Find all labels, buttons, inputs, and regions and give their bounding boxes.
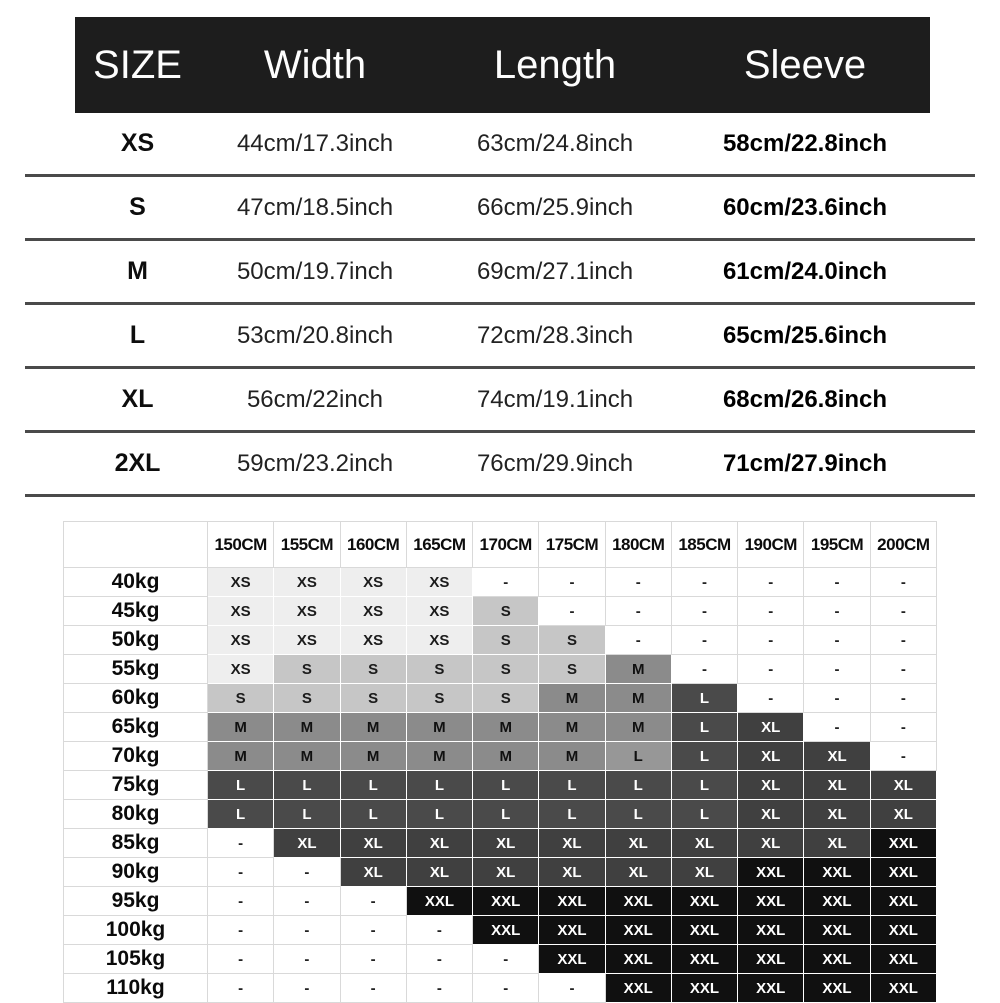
size-cell-xxl: XXL [539, 945, 605, 974]
size-cell-xxl: XXL [606, 945, 672, 974]
size-cell-xs: XS [341, 597, 407, 626]
weight-row-label: 80kg [64, 800, 208, 829]
size-cell-xxl: XXL [738, 974, 804, 1003]
size-cell-xl: XL [341, 858, 407, 887]
size-cell-empty: - [738, 597, 804, 626]
sleeve-value: 71cm/27.9inch [722, 449, 888, 477]
height-weight-fit-matrix [63, 521, 937, 1003]
size-cell-xs: XS [407, 597, 473, 626]
size-cell-xl: XL [341, 829, 407, 858]
size-cell-empty: - [274, 887, 340, 916]
size-cell-l: L [672, 800, 738, 829]
size-cell-empty: - [871, 655, 937, 684]
size-cell-empty: - [804, 713, 870, 742]
size-cell-m: M [407, 742, 473, 771]
size-cell-empty: - [606, 597, 672, 626]
size-cell-xxl: XXL [871, 858, 937, 887]
size-cell-empty: - [804, 655, 870, 684]
length-value: 66cm/25.9inch [476, 193, 634, 221]
matrix-row-45kg [64, 597, 937, 626]
size-cell-xxl: XXL [606, 974, 672, 1003]
size-cell-xxl: XXL [473, 887, 539, 916]
matrix-row-85kg [64, 829, 937, 858]
size-cell-l: L [672, 742, 738, 771]
size-cell-s: S [473, 684, 539, 713]
weight-row-label: 50kg [64, 626, 208, 655]
size-cell-m: M [274, 713, 340, 742]
size-cell-l: L [341, 771, 407, 800]
size-cell-l: L [407, 800, 473, 829]
size-label: M [127, 257, 148, 285]
size-cell-empty: - [407, 945, 473, 974]
matrix-header-row [64, 522, 937, 568]
size-cell-xxl: XXL [871, 887, 937, 916]
size-cell-l: L [473, 800, 539, 829]
size-measurement-table [25, 0, 975, 497]
size-table-header [75, 17, 930, 113]
size-cell-xl: XL [606, 829, 672, 858]
size-cell-xxl: XXL [738, 858, 804, 887]
size-cell-l: L [208, 771, 274, 800]
size-cell-s: S [539, 655, 605, 684]
size-cell-l: L [606, 771, 672, 800]
size-cell-l: L [539, 800, 605, 829]
size-cell-empty: - [341, 916, 407, 945]
size-cell-xxl: XXL [738, 887, 804, 916]
size-cell-s: S [274, 684, 340, 713]
length-value: 76cm/29.9inch [476, 449, 634, 477]
size-cell-empty: - [738, 626, 804, 655]
size-cell-xxl: XXL [407, 887, 473, 916]
size-cell-xl: XL [738, 742, 804, 771]
width-value: 53cm/20.8inch [236, 321, 394, 349]
length-value: 74cm/19.1inch [476, 385, 634, 413]
size-cell-m: M [539, 713, 605, 742]
matrix-row-105kg [64, 945, 937, 974]
sleeve-value: 68cm/26.8inch [722, 385, 888, 413]
height-column-header: 175CM [539, 522, 605, 568]
matrix-row-60kg [64, 684, 937, 713]
size-cell-xs: XS [274, 626, 340, 655]
size-cell-empty: - [208, 916, 274, 945]
size-cell-m: M [341, 742, 407, 771]
height-column-header: 160CM [341, 522, 407, 568]
size-label: XL [121, 385, 154, 413]
matrix-row-40kg [64, 568, 937, 597]
size-cell-empty: - [407, 916, 473, 945]
height-column-header: 155CM [274, 522, 340, 568]
weight-row-label: 85kg [64, 829, 208, 858]
size-cell-xl: XL [804, 742, 870, 771]
matrix-head [64, 522, 937, 568]
size-cell-xl: XL [407, 858, 473, 887]
size-cell-xl: XL [539, 858, 605, 887]
size-cell-empty: - [208, 858, 274, 887]
size-cell-xxl: XXL [804, 858, 870, 887]
size-cell-empty: - [341, 945, 407, 974]
height-column-header: 200CM [871, 522, 937, 568]
weight-row-label: 105kg [64, 945, 208, 974]
sleeve-value: 60cm/23.6inch [722, 193, 888, 221]
weight-row-label: 55kg [64, 655, 208, 684]
size-cell-l: L [606, 800, 672, 829]
height-column-header: 180CM [606, 522, 672, 568]
size-cell-xxl: XXL [473, 916, 539, 945]
sleeve-value: 61cm/24.0inch [722, 257, 888, 285]
height-column-header: 195CM [804, 522, 870, 568]
size-cell-xl: XL [804, 829, 870, 858]
size-cell-xxl: XXL [672, 916, 738, 945]
size-cell-empty: - [274, 858, 340, 887]
size-cell-xs: XS [274, 597, 340, 626]
height-column-header: 165CM [407, 522, 473, 568]
size-cell-xl: XL [871, 800, 937, 829]
size-cell-m: M [539, 684, 605, 713]
size-cell-xxl: XXL [738, 916, 804, 945]
size-cell-empty: - [341, 974, 407, 1003]
size-cell-xl: XL [804, 800, 870, 829]
size-cell-empty: - [738, 684, 804, 713]
matrix-row-50kg [64, 626, 937, 655]
size-cell-empty: - [473, 945, 539, 974]
weight-row-label: 100kg [64, 916, 208, 945]
weight-row-label: 45kg [64, 597, 208, 626]
matrix-row-65kg [64, 713, 937, 742]
size-row-xs [25, 113, 975, 177]
size-cell-xxl: XXL [871, 829, 937, 858]
size-cell-xs: XS [208, 626, 274, 655]
size-cell-s: S [473, 597, 539, 626]
size-cell-l: L [407, 771, 473, 800]
size-cell-xl: XL [672, 858, 738, 887]
matrix-row-95kg [64, 887, 937, 916]
size-cell-empty: - [871, 597, 937, 626]
size-cell-empty: - [473, 568, 539, 597]
header-width-label: Width [263, 42, 367, 87]
size-cell-xs: XS [407, 626, 473, 655]
size-cell-l: L [672, 771, 738, 800]
size-cell-m: M [473, 742, 539, 771]
size-cell-empty: - [473, 974, 539, 1003]
size-cell-xl: XL [407, 829, 473, 858]
size-cell-l: L [473, 771, 539, 800]
size-cell-l: L [672, 713, 738, 742]
size-cell-xl: XL [804, 771, 870, 800]
size-cell-empty: - [274, 945, 340, 974]
size-cell-xl: XL [672, 829, 738, 858]
size-cell-empty: - [804, 597, 870, 626]
size-cell-xl: XL [539, 829, 605, 858]
matrix-body [64, 568, 937, 1003]
size-cell-l: L [672, 684, 738, 713]
size-cell-empty: - [804, 568, 870, 597]
size-cell-xxl: XXL [672, 887, 738, 916]
size-cell-empty: - [208, 945, 274, 974]
height-column-header: 185CM [672, 522, 738, 568]
weight-row-label: 75kg [64, 771, 208, 800]
size-cell-l: L [274, 800, 340, 829]
size-cell-empty: - [341, 887, 407, 916]
size-cell-empty: - [804, 626, 870, 655]
size-cell-empty: - [871, 568, 937, 597]
size-cell-s: S [539, 626, 605, 655]
width-value: 44cm/17.3inch [236, 129, 394, 157]
size-cell-empty: - [672, 655, 738, 684]
matrix-row-110kg [64, 974, 937, 1003]
size-cell-empty: - [871, 684, 937, 713]
size-cell-xl: XL [738, 829, 804, 858]
size-cell-xs: XS [341, 626, 407, 655]
size-cell-xl: XL [738, 713, 804, 742]
size-cell-s: S [407, 684, 473, 713]
weight-row-label: 40kg [64, 568, 208, 597]
size-cell-m: M [606, 655, 672, 684]
size-cell-l: L [539, 771, 605, 800]
size-cell-empty: - [606, 626, 672, 655]
size-cell-empty: - [672, 626, 738, 655]
size-cell-m: M [274, 742, 340, 771]
header-length-label: Length [493, 42, 617, 87]
size-cell-xxl: XXL [606, 887, 672, 916]
size-cell-xxl: XXL [738, 945, 804, 974]
size-label: 2XL [114, 449, 161, 477]
matrix-corner-cell [64, 522, 208, 568]
size-cell-xl: XL [738, 771, 804, 800]
header-sleeve-label: Sleeve [743, 42, 867, 87]
header-size-label: SIZE [93, 42, 182, 87]
size-cell-empty: - [208, 887, 274, 916]
size-cell-l: L [606, 742, 672, 771]
height-column-header: 170CM [473, 522, 539, 568]
weight-row-label: 90kg [64, 858, 208, 887]
size-cell-xs: XS [208, 597, 274, 626]
size-cell-empty: - [672, 568, 738, 597]
size-cell-l: L [274, 771, 340, 800]
size-cell-empty: - [871, 713, 937, 742]
matrix-row-75kg [64, 771, 937, 800]
size-cell-m: M [407, 713, 473, 742]
width-value: 56cm/22inch [246, 385, 384, 413]
matrix-row-55kg [64, 655, 937, 684]
height-column-header: 150CM [208, 522, 274, 568]
size-cell-empty: - [208, 829, 274, 858]
size-cell-empty: - [672, 597, 738, 626]
size-cell-m: M [539, 742, 605, 771]
length-value: 72cm/28.3inch [476, 321, 634, 349]
size-label: L [129, 321, 146, 349]
size-cell-xl: XL [473, 858, 539, 887]
size-cell-xxl: XXL [672, 945, 738, 974]
size-row-m [25, 241, 975, 305]
size-cell-xl: XL [606, 858, 672, 887]
size-cell-xs: XS [341, 568, 407, 597]
size-cell-empty: - [606, 568, 672, 597]
size-cell-xxl: XXL [804, 916, 870, 945]
size-cell-s: S [473, 655, 539, 684]
size-label: XS [120, 129, 155, 157]
weight-row-label: 60kg [64, 684, 208, 713]
size-cell-empty: - [871, 626, 937, 655]
matrix-row-90kg [64, 858, 937, 887]
size-cell-empty: - [738, 568, 804, 597]
size-cell-empty: - [871, 742, 937, 771]
length-value: 69cm/27.1inch [476, 257, 634, 285]
size-label: S [129, 193, 146, 221]
size-cell-xxl: XXL [871, 916, 937, 945]
length-value: 63cm/24.8inch [476, 129, 634, 157]
matrix-row-80kg [64, 800, 937, 829]
size-cell-empty: - [274, 974, 340, 1003]
weight-row-label: 95kg [64, 887, 208, 916]
size-cell-l: L [341, 800, 407, 829]
size-cell-m: M [208, 713, 274, 742]
size-cell-m: M [473, 713, 539, 742]
size-row-2xl [25, 433, 975, 497]
size-cell-m: M [606, 713, 672, 742]
width-value: 47cm/18.5inch [236, 193, 394, 221]
size-cell-xs: XS [407, 568, 473, 597]
size-cell-xxl: XXL [672, 974, 738, 1003]
size-cell-empty: - [539, 974, 605, 1003]
size-cell-xxl: XXL [804, 887, 870, 916]
size-cell-s: S [341, 684, 407, 713]
size-cell-xl: XL [274, 829, 340, 858]
matrix-row-70kg [64, 742, 937, 771]
size-cell-xxl: XXL [871, 945, 937, 974]
size-cell-s: S [407, 655, 473, 684]
size-cell-xl: XL [473, 829, 539, 858]
size-cell-l: L [208, 800, 274, 829]
matrix-row-100kg [64, 916, 937, 945]
size-cell-xxl: XXL [804, 974, 870, 1003]
size-cell-xs: XS [208, 568, 274, 597]
weight-row-label: 110kg [64, 974, 208, 1003]
size-cell-m: M [208, 742, 274, 771]
size-row-l [25, 305, 975, 369]
weight-row-label: 70kg [64, 742, 208, 771]
size-cell-xxl: XXL [804, 945, 870, 974]
size-cell-m: M [606, 684, 672, 713]
size-cell-xs: XS [274, 568, 340, 597]
sleeve-value: 58cm/22.8inch [722, 129, 888, 157]
size-cell-xs: XS [208, 655, 274, 684]
size-cell-empty: - [738, 655, 804, 684]
size-cell-xl: XL [871, 771, 937, 800]
size-cell-empty: - [407, 974, 473, 1003]
sleeve-value: 65cm/25.6inch [722, 321, 888, 349]
height-column-header: 190CM [738, 522, 804, 568]
size-cell-s: S [274, 655, 340, 684]
size-cell-s: S [341, 655, 407, 684]
size-cell-xxl: XXL [539, 887, 605, 916]
size-cell-empty: - [539, 597, 605, 626]
size-cell-xxl: XXL [539, 916, 605, 945]
size-cell-xxl: XXL [871, 974, 937, 1003]
size-row-s [25, 177, 975, 241]
size-cell-empty: - [804, 684, 870, 713]
size-cell-empty: - [208, 974, 274, 1003]
size-cell-xxl: XXL [606, 916, 672, 945]
size-cell-empty: - [539, 568, 605, 597]
size-cell-m: M [341, 713, 407, 742]
weight-row-label: 65kg [64, 713, 208, 742]
size-cell-s: S [473, 626, 539, 655]
size-cell-s: S [208, 684, 274, 713]
size-row-xl [25, 369, 975, 433]
width-value: 50cm/19.7inch [236, 257, 394, 285]
width-value: 59cm/23.2inch [236, 449, 394, 477]
size-cell-empty: - [274, 916, 340, 945]
size-cell-xl: XL [738, 800, 804, 829]
